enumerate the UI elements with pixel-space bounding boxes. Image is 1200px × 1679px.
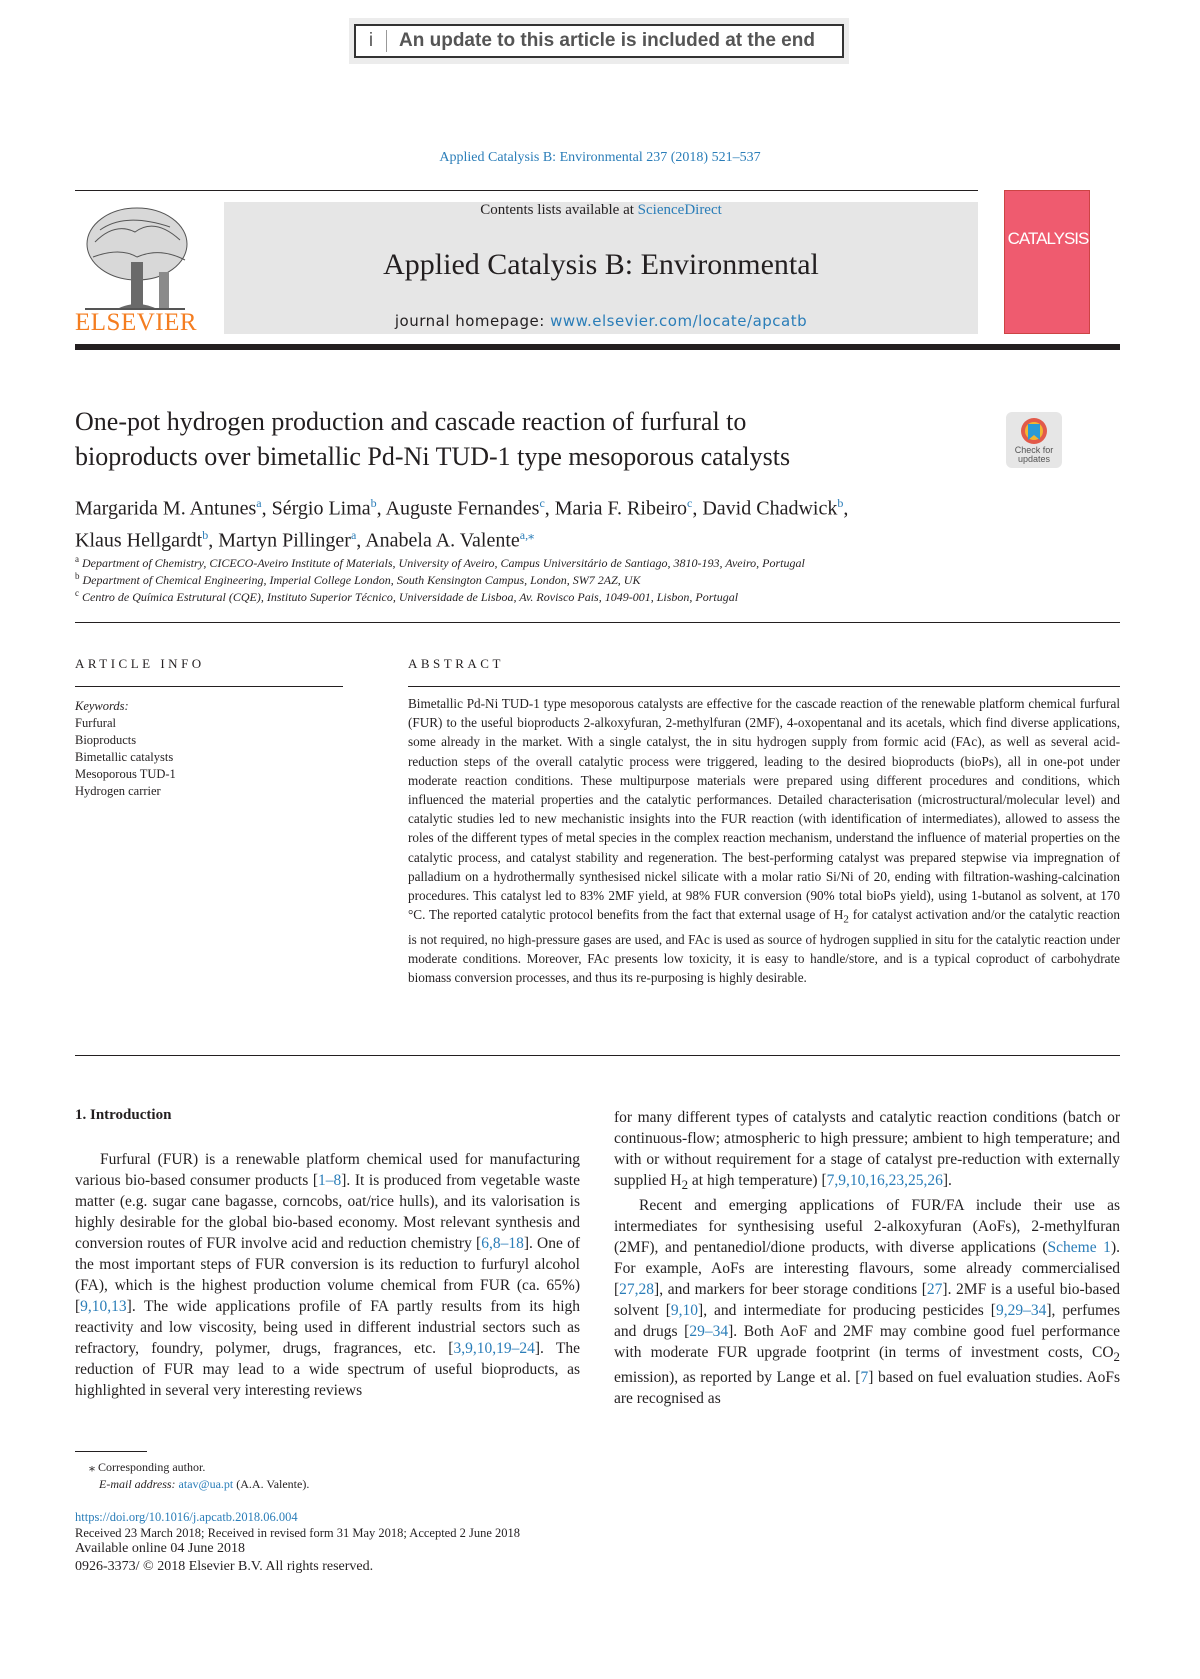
received-dates: Received 23 March 2018; Received in revised form 31 May 2018; Accepted 2 June 2018 (75, 1526, 521, 1540)
author-name: Anabela A. Valente (365, 529, 520, 552)
journal-name: Applied Catalysis B: Environmental (383, 248, 819, 281)
author-affil-mark[interactable]: c (687, 496, 693, 510)
author-name: Klaus Hellgardt (75, 529, 203, 552)
author-name: Auguste Fernandes (385, 497, 540, 520)
citation-link[interactable]: 7 (860, 1369, 869, 1387)
journal-header-box (224, 202, 978, 334)
header-top-rule (75, 190, 978, 191)
article-title (75, 404, 975, 474)
citation-link[interactable]: 27 (926, 1281, 943, 1299)
bookmark-icon (1006, 414, 1062, 448)
corresponding-author-note: ⁎ Corresponding author. (89, 1460, 206, 1474)
affiliation (75, 588, 1120, 605)
email-link[interactable]: atav@ua.pt (178, 1477, 234, 1491)
paragraph (614, 1107, 1120, 1195)
keyword: Bimetallic catalysts (75, 750, 174, 764)
author-line (75, 490, 1120, 522)
affiliation-text: Centro de Química Estrutural (CQE), Instituto Superior Técnico, Universidade de Lisboa, Av. Rovisco Pais, 1049-001, Lisbon, Portugal (82, 590, 739, 604)
intro-left-column (75, 1149, 580, 1401)
available-online: Available online 04 June 2018 (75, 1541, 246, 1556)
affiliation-divider (75, 622, 1120, 623)
abstract-part: for catalyst activation and/or the catalytic reaction is not required, no high-pressure gases are used, and FAc is used as source of hydrogen supplied in situ for the catalytic reaction under moderate conditions. Moreover, FAc presents low toxicity, it is easy to handle/store, and is a typical coproduct of carbohydrate biomass conversion processes, and thus its re-purposing is highly desirable. (408, 907, 1120, 986)
affiliation-text: Department of Chemical Engineering, Imperial College London, South Kensington Campus, London, SW7 2AZ, UK (82, 573, 641, 587)
author-name: Martyn Pillinger (218, 529, 351, 552)
citation-link[interactable]: 9,10,13 (80, 1298, 127, 1315)
body-text: ], and intermediate for producing pesticides [ (698, 1302, 996, 1320)
author-separator: , (692, 497, 703, 520)
author-separator: , (356, 529, 366, 552)
article-info-heading: ARTICLE INFO (75, 656, 205, 671)
body-text: Recent and emerging applications of FUR/FA include their use as intermediates for synthesising useful 2-alkoxyfuran (AoFs), 2-methylfuran (2MF), and pentanediol/dione products, with diverse applications ( (614, 1197, 1120, 1257)
email-owner: (A.A. Valente). (233, 1477, 310, 1491)
author-separator: , (843, 497, 849, 520)
body-text: ]. 2MF is a useful bio-based solvent [ (614, 1281, 1120, 1320)
author-separator: , (376, 497, 386, 520)
footnote-rule (75, 1451, 147, 1452)
body-text: ]. (942, 1172, 952, 1189)
abstract-heading: ABSTRACT (408, 656, 504, 671)
cover-title: CATALYSIS (1007, 229, 1089, 248)
citation-link[interactable]: 7,9,10,16,23,25,26 (826, 1172, 943, 1189)
body-text: ]. Both AoF and 2MF may combine good fuel performance with moderate FUR upgrade footprint (in terms of investment costs, CO (614, 1323, 1120, 1362)
author-name: Margarida M. Antunes (75, 497, 257, 520)
doi-link[interactable]: https://doi.org/10.1016/j.apcatb.2018.06.004 (75, 1510, 298, 1524)
body-text: Furfural (FUR) is a renewable platform chemical used for manufacturing various bio-based consumer products [ (75, 1151, 580, 1189)
update-notice-text: An update to this article is included at the end (399, 30, 815, 51)
body-text: ], and markers for beer storage conditions [ (654, 1281, 927, 1299)
citation-link[interactable]: 9,10 (670, 1302, 699, 1320)
scheme-link[interactable]: Scheme 1 (1047, 1239, 1111, 1257)
abstract-bottom-divider (75, 1055, 1120, 1056)
citation-link[interactable]: 1–8 (317, 1172, 342, 1189)
keyword: Hydrogen carrier (75, 784, 161, 798)
check-for-updates-badge[interactable] (1006, 412, 1062, 468)
keyword: Mesoporous TUD-1 (75, 767, 176, 781)
elsevier-wordmark: ELSEVIER (75, 309, 198, 336)
affiliation-mark: b (75, 571, 80, 581)
author-name: Maria F. Ribeiro (554, 497, 688, 520)
affiliation-mark: c (75, 588, 79, 598)
check-for-updates-label: Check for updates (1014, 445, 1054, 464)
citation-link[interactable]: 9,29–34 (995, 1302, 1047, 1320)
author-name: David Chadwick (702, 497, 838, 520)
citation-link[interactable]: 29–34 (689, 1323, 729, 1341)
citation-link[interactable]: 6,8–18 (481, 1235, 524, 1252)
affiliation-text: Department of Chemistry, CICECO-Aveiro Institute of Materials, University of Aveiro, Campus Universitário de Santiago, 3810-193, Aveiro, Portugal (82, 556, 805, 570)
title-line: bioproducts over bimetallic Pd-Ni TUD-1 type mesoporous catalysts (75, 442, 791, 471)
author-separator: , (544, 497, 555, 520)
author-affil-mark[interactable]: a (350, 527, 357, 542)
contents-line (224, 202, 978, 219)
author-name: Sérgio Lima (271, 497, 371, 520)
contents-prefix: Contents lists available at (480, 202, 638, 218)
homepage-link[interactable]: www.elsevier.com/locate/apcatb (550, 312, 808, 330)
email-label: E-mail address: (99, 1477, 179, 1491)
body-text: ). For example, AoFs are interesting flavours, some already commercialised [ (614, 1239, 1120, 1299)
keywords-block (75, 698, 345, 800)
citation-link[interactable]: 27,28 (619, 1281, 655, 1299)
update-notice[interactable] (354, 24, 844, 58)
sciencedirect-link[interactable]: ScienceDirect (637, 202, 722, 218)
affiliation (75, 554, 1120, 571)
body-text: emission), as reported by Lange et al. [ (614, 1369, 861, 1387)
info-icon: i (356, 30, 387, 52)
body-text: ] based on fuel evaluation studies. AoFs are recognised as (614, 1369, 1121, 1408)
author-line (75, 522, 1120, 554)
affiliation-mark: a (75, 554, 79, 564)
author-affil-mark[interactable]: a (256, 496, 262, 510)
citation-link[interactable]: 3,9,10,19–24 (453, 1340, 535, 1357)
affiliation (75, 571, 1120, 588)
author-affil-mark[interactable]: a,⁎ (519, 527, 535, 542)
header-thick-rule (75, 344, 1120, 350)
author-list (75, 490, 1120, 553)
copyright: 0926-3373/ © 2018 Elsevier B.V. All rights reserved. (75, 1559, 374, 1574)
author-affil-mark[interactable]: b (202, 527, 209, 542)
publication-info (75, 1509, 775, 1575)
author-separator: , (261, 497, 272, 520)
article-info-rule (75, 686, 343, 687)
abstract-part: Bimetallic Pd-Ni TUD-1 type mesoporous catalysts are effective for the cascade reaction of the renewable platform chemical furfural (FUR) to the useful bioproducts 2-alkoxyfuran, 2-methylfuran (2MF), 4-oxopentanal and its acetals, which find diverse applications, some already in the market. With a single catalyst, the in situ hydrogen supply from formic acid (FAc), as well as several acid-reduction steps of the overall catalytic process were triggered, leading to the desired bioproducts (bioPs), all in one-pot under moderate reaction conditions. These multipurpose materials were prepared using different procedures and conditions, which influenced the material properties and the catalytic performances. Detailed characterisation (microstructural/molecular level) and catalytic studies led to new mechanistic insights into the FUR reaction (with identification of intermediates), allowed to assess the roles of the different types of metal species in the complex reaction mechanism, understand the influence of material properties on the catalytic process, and catalyst stability and regeneration. The best-performing catalyst was prepared stepwise via impregnation of palladium on a hydrothermally synthesised nickel silicate with a molar ratio Si/Ni of 20, ending with filtration-washing-calcination procedures. This catalyst led to 83% 2MF yield, at 98% FUR conversion (90% total bioPs yield), using 1-butanol as solvent, at 170 °C. The reported catalytic protocol benefits from the fact that external usage of H (408, 696, 1120, 923)
keyword: Bioproducts (75, 733, 137, 747)
body-text: ]. The reduction of FUR may lead to a wide spectrum of useful bioproducts, as highlighted in several very interesting reviews (75, 1340, 580, 1399)
body-text: ]. One of the most important steps of FUR conversion is its reduction to furfuryl alcohol (FA), which is the highest production volume chemical from FUR (ca. 65%) [ (75, 1235, 580, 1315)
journal-homepage-line (224, 312, 978, 330)
abstract-rule (408, 686, 1120, 687)
author-affil-mark[interactable]: c (539, 496, 545, 510)
paragraph (614, 1195, 1120, 1409)
abstract-text (408, 694, 1120, 988)
homepage-prefix: journal homepage: (394, 312, 551, 330)
body-text: ]. It is produced from vegetable waste matter (e.g. sugar cane bagasse, corncobs, oat/rice hulls), and its valorisation is highly desirable for the global bio-based economy. Most relevant synthesis and conversion routes of FUR involve acid and reduction chemistry [ (75, 1172, 580, 1252)
subscript: 2 (843, 913, 849, 926)
journal-citation[interactable]: Applied Catalysis B: Environmental 237 (2018) 521–537 (439, 150, 761, 165)
section-heading-introduction: 1. Introduction (75, 1107, 172, 1123)
subscript: 2 (681, 1177, 689, 1193)
subscript: 2 (1113, 1349, 1120, 1365)
email-note (75, 1476, 675, 1493)
author-affil-mark[interactable]: b (370, 496, 377, 510)
intro-right-column (614, 1107, 1120, 1409)
title-line: One-pot hydrogen production and cascade reaction of furfural to (75, 407, 747, 436)
journal-cover-thumbnail[interactable] (1004, 190, 1090, 334)
body-text: ]. The wide applications profile of FA partly results from its high reactivity and low viscosity, being used in different industrial sectors such as refractory, foundry, polymer, drugs, fragrances, etc. [ (75, 1298, 580, 1357)
body-text: for many different types of catalysts and catalytic reaction conditions (batch or continuous-flow; atmospheric to high pressure; ambient to high temperature; and with or without requirement for a stage of catalyst pre-reduction with externally supplied H (614, 1109, 1120, 1189)
keyword: Furfural (75, 716, 116, 730)
body-text: ], perfumes and drugs [ (614, 1302, 1120, 1341)
body-text: at high temperature) [ (688, 1172, 827, 1189)
author-separator: , (208, 529, 219, 552)
footnotes (75, 1459, 675, 1493)
update-banner[interactable] (349, 18, 849, 64)
author-affil-mark[interactable]: b (837, 496, 844, 510)
keywords-label: Keywords: (75, 699, 129, 713)
